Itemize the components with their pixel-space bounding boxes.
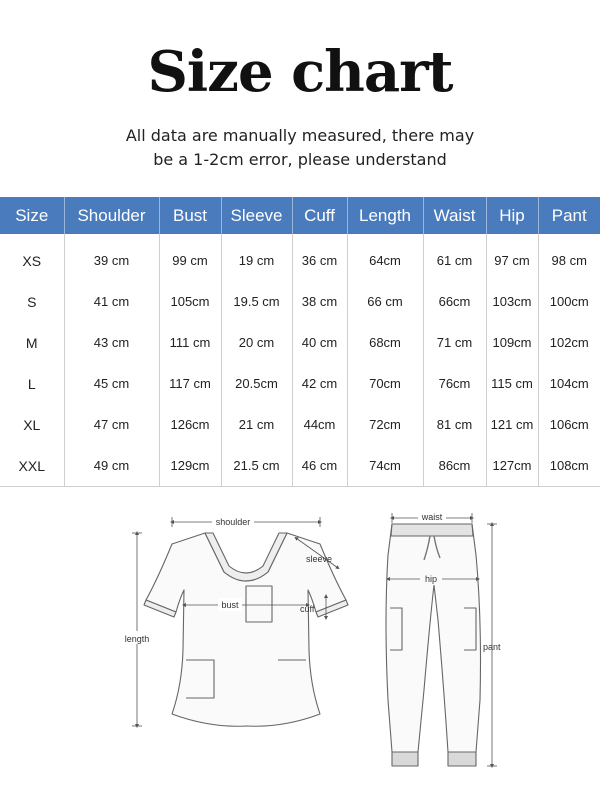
- header-hip: Hip: [486, 197, 538, 234]
- header-size: Size: [0, 197, 64, 234]
- pant-label: pant: [483, 642, 501, 652]
- shoulder-label: shoulder: [215, 517, 251, 527]
- cell-waist: 76cm: [423, 363, 486, 404]
- measurement-note: [0, 124, 600, 172]
- cell-size: L: [0, 363, 64, 404]
- header-waist: Waist: [423, 197, 486, 234]
- cell-waist: 71 cm: [423, 322, 486, 363]
- cell-size: M: [0, 322, 64, 363]
- cell-shoulder: 41 cm: [64, 281, 159, 322]
- measurement-note-line-2: be a 1-2cm error, please understand: [153, 150, 447, 169]
- cell-shoulder: 45 cm: [64, 363, 159, 404]
- cell-size: S: [0, 281, 64, 322]
- cell-waist: 81 cm: [423, 404, 486, 445]
- cell-bust: 117 cm: [159, 363, 221, 404]
- garment-measurement-diagram: [0, 500, 600, 801]
- scrub-pants-illustration: [386, 524, 481, 766]
- cell-waist: 66cm: [423, 281, 486, 322]
- scrub-pants-right-cuff: [448, 752, 476, 766]
- cell-length: 74cm: [347, 445, 423, 487]
- cell-bust: 129cm: [159, 445, 221, 487]
- cell-length: 70cm: [347, 363, 423, 404]
- cell-shoulder: 43 cm: [64, 322, 159, 363]
- cell-bust: 105cm: [159, 281, 221, 322]
- table-row: [0, 363, 600, 404]
- table-row: [0, 445, 600, 487]
- cell-hip: 115 cm: [486, 363, 538, 404]
- header-pant: Pant: [538, 197, 600, 234]
- cell-pant: 102cm: [549, 335, 589, 350]
- header-length: Length: [347, 197, 423, 234]
- header-sleeve: Sleeve: [221, 197, 292, 234]
- table-row: [0, 281, 600, 322]
- cell-waist: 86cm: [423, 445, 486, 487]
- size-table: [0, 197, 600, 487]
- table-row: [0, 404, 600, 445]
- cell-hip: 127cm: [486, 445, 538, 487]
- cell-hip: 97 cm: [486, 234, 538, 281]
- cell-length: 68cm: [347, 322, 423, 363]
- bust-label: bust: [221, 600, 239, 610]
- header-cuff: Cuff: [292, 197, 347, 234]
- cell-pant: 100cm: [549, 294, 589, 309]
- cell-size: XXL: [0, 445, 64, 487]
- cell-cuff: 44cm: [292, 404, 347, 445]
- cell-cuff: 42 cm: [292, 363, 347, 404]
- cell-sleeve: 21 cm: [221, 404, 292, 445]
- scrub-pants-waistband: [391, 524, 473, 536]
- header-shoulder: Shoulder: [64, 197, 159, 234]
- cell-size: XS: [0, 234, 64, 281]
- cell-hip: 109cm: [486, 322, 538, 363]
- cell-cuff: 40 cm: [292, 322, 347, 363]
- header-bust: Bust: [159, 197, 221, 234]
- cell-pant: 106cm: [549, 417, 589, 432]
- measurement-note-line-1: All data are manually measured, there may: [125, 126, 475, 145]
- cell-hip: 103cm: [486, 281, 538, 322]
- cell-sleeve: 21.5 cm: [221, 445, 292, 487]
- cell-shoulder: 39 cm: [64, 234, 159, 281]
- cell-waist: 61 cm: [423, 234, 486, 281]
- cell-hip: 121 cm: [486, 404, 538, 445]
- scrub-pants-left-cuff: [392, 752, 418, 766]
- cell-length: 66 cm: [347, 281, 423, 322]
- cell-cuff: 38 cm: [292, 281, 347, 322]
- cell-length: 72cm: [347, 404, 423, 445]
- cell-shoulder: 49 cm: [64, 445, 159, 487]
- cell-sleeve: 20.5cm: [221, 363, 292, 404]
- cell-pant: 98 cm: [551, 253, 587, 268]
- cell-length: 64cm: [347, 234, 423, 281]
- cell-sleeve: 19 cm: [221, 234, 292, 281]
- table-row: [0, 322, 600, 363]
- size-table-header: [0, 197, 600, 234]
- cell-size: XL: [0, 404, 64, 445]
- scrub-pants-body: [386, 524, 481, 752]
- cell-sleeve: 19.5 cm: [221, 281, 292, 322]
- waist-label: waist: [421, 512, 443, 522]
- page-title: Size chart: [147, 39, 453, 105]
- cell-pant: 104cm: [549, 376, 589, 391]
- cuff-label: cuff: [300, 604, 315, 614]
- table-row: [0, 234, 600, 281]
- cell-cuff: 36 cm: [292, 234, 347, 281]
- cell-bust: 111 cm: [159, 322, 221, 363]
- cell-pant: 108cm: [538, 445, 600, 487]
- hip-label: hip: [424, 574, 438, 584]
- cell-sleeve: 20 cm: [221, 322, 292, 363]
- sleeve-label: sleeve: [306, 554, 333, 564]
- cell-bust: 126cm: [159, 404, 221, 445]
- cell-cuff: 46 cm: [292, 445, 347, 487]
- cell-bust: 99 cm: [159, 234, 221, 281]
- length-label: length: [124, 634, 150, 644]
- cell-shoulder: 47 cm: [64, 404, 159, 445]
